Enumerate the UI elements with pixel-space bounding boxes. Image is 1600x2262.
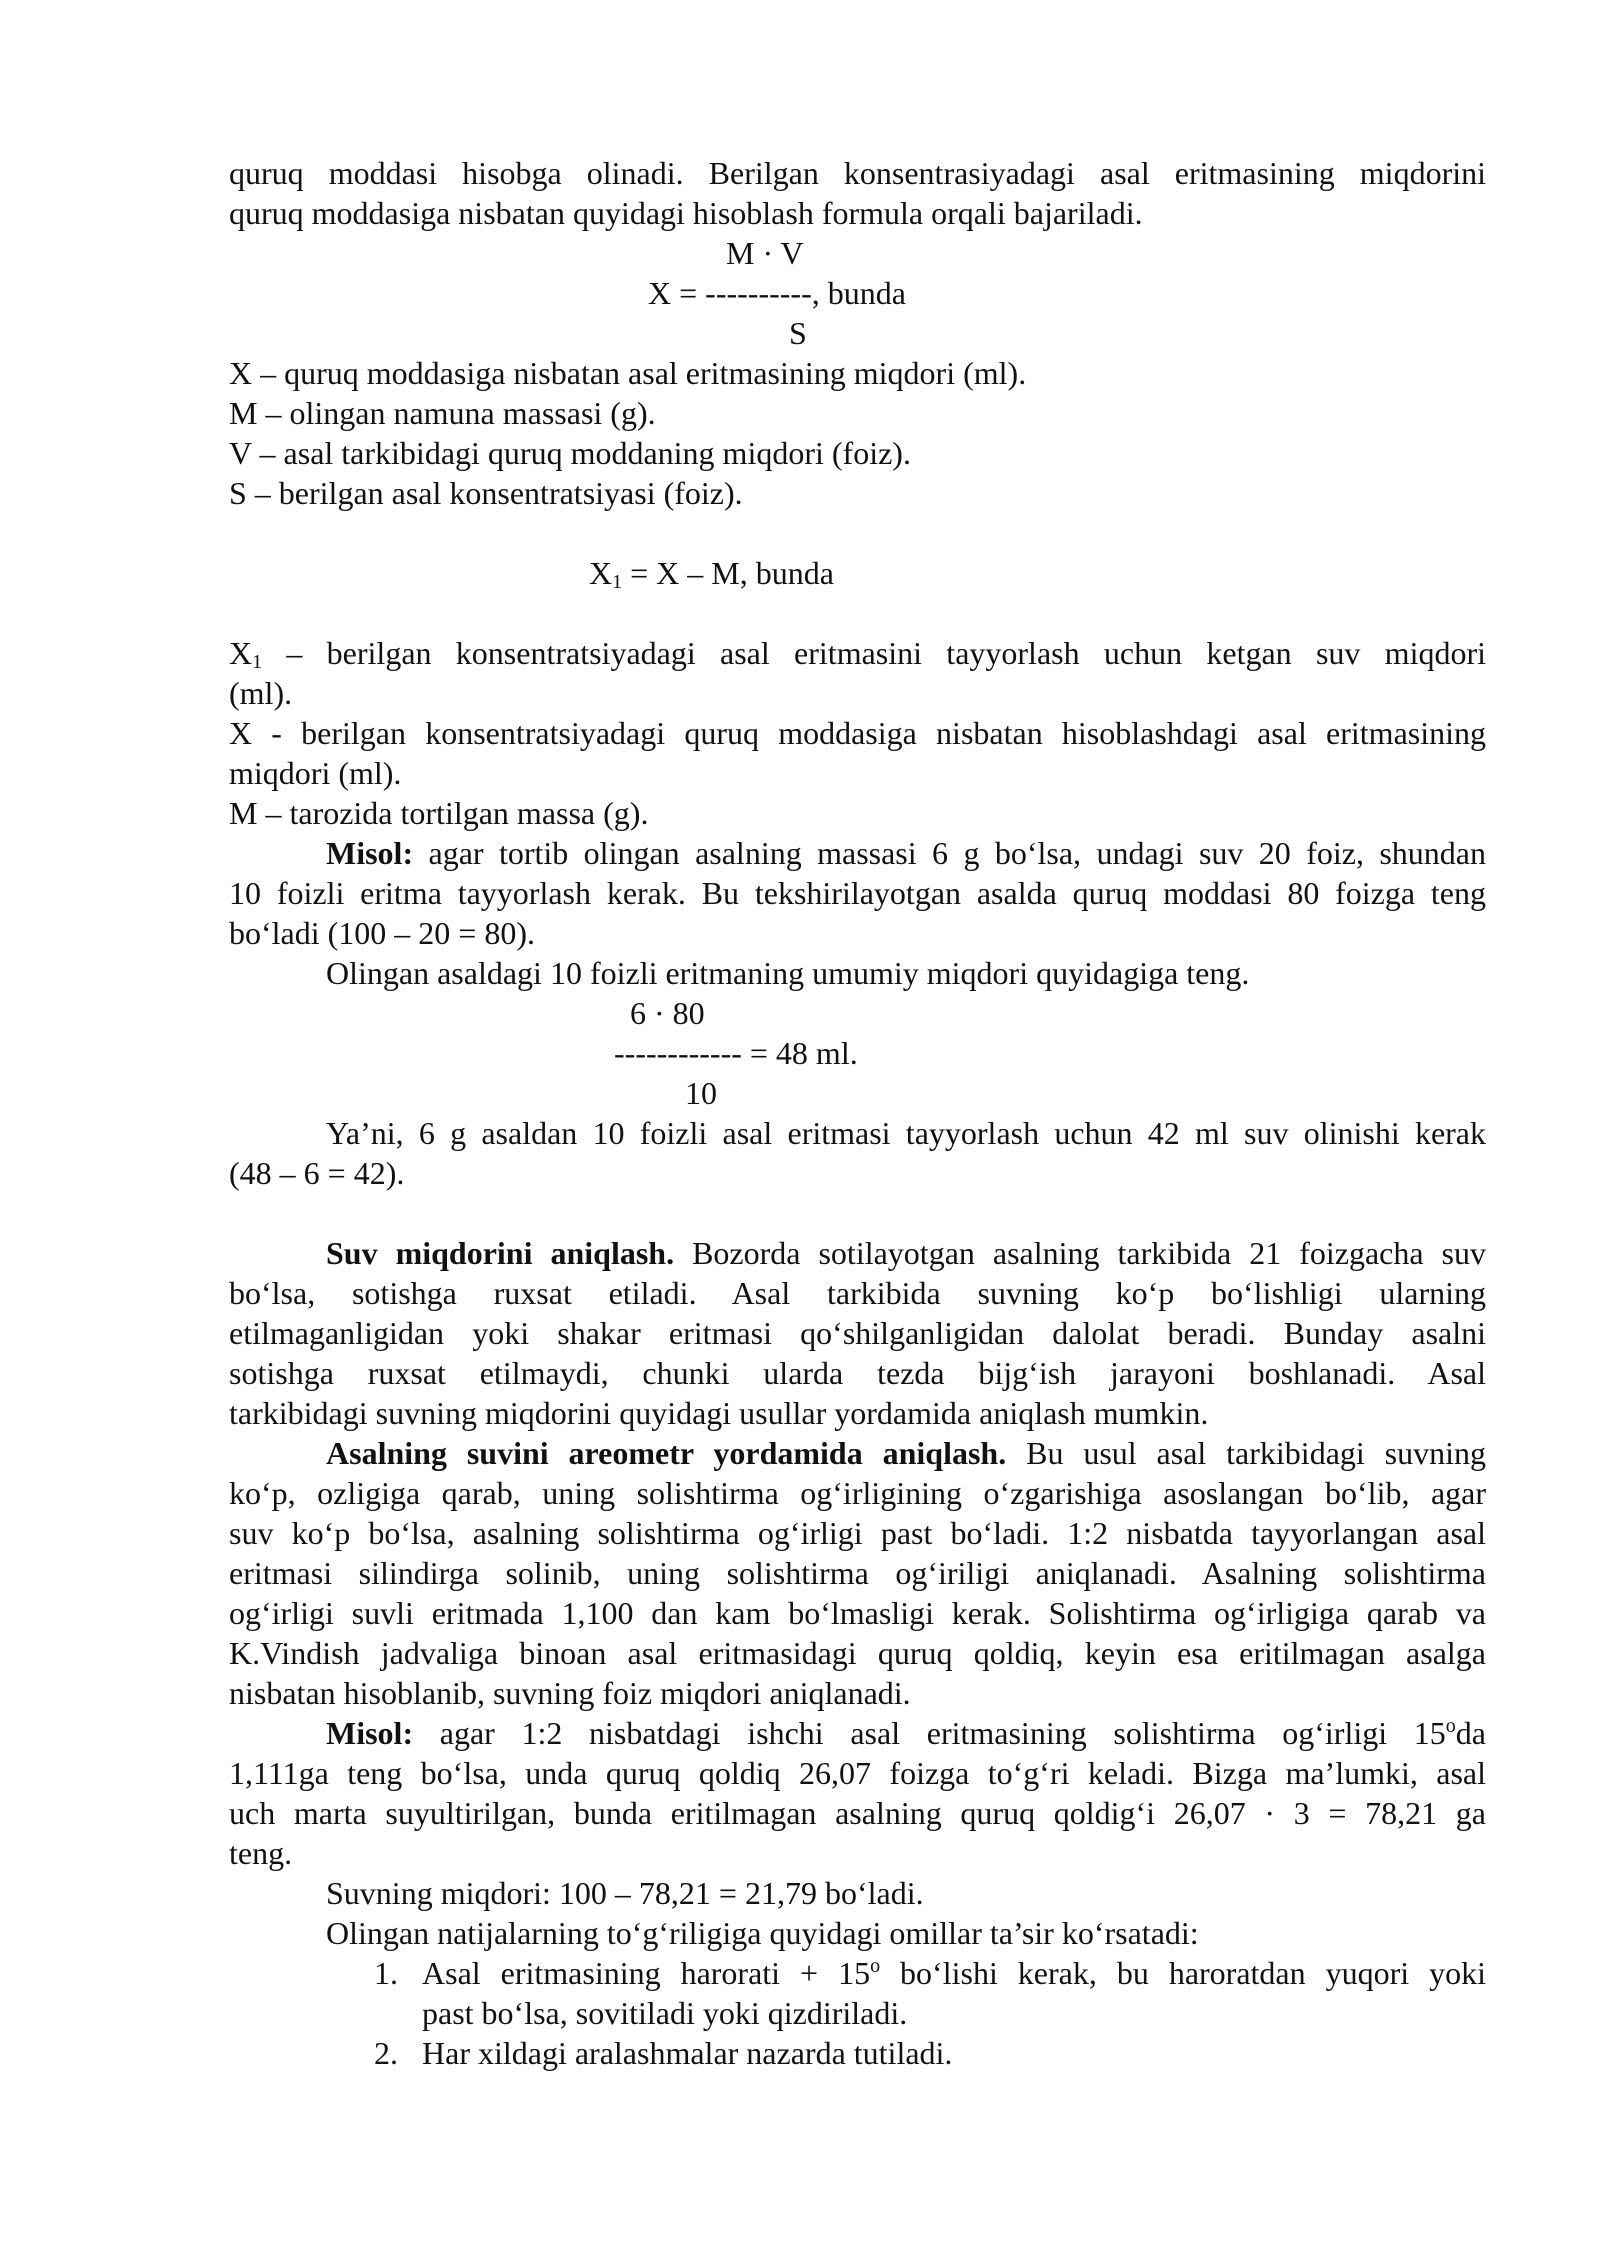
paragraph-line: quruq moddasi hisobga olinadi. Berilgan konsentrasiyadagi asal eritmasining miqdorini: [229, 155, 1486, 191]
definition-m2: M – tarozida tortilgan massa (g).: [229, 795, 649, 831]
paragraph-line: teng.: [229, 1835, 293, 1871]
paragraph-line: (48 – 6 = 42).: [229, 1155, 405, 1191]
paragraph-line: tarkibidagi suvning miqdorini quyidagi usullar yordamida aniqlash mumkin.: [229, 1395, 1209, 1431]
definition-x: X – quruq moddasiga nisbatan asal eritmasining miqdori (ml).: [229, 355, 1027, 391]
paragraph-line: uch marta suyultirilgan, bunda eritilmagan asalning quruq qoldig‘i 26,07 · 3 = 78,21 ga: [229, 1795, 1486, 1831]
formula-x1-text: $X_1 = X - M$, bunda: [589, 555, 834, 593]
paragraph-line: Olingan natijalarning to‘g‘riligiga quyidagi omillar ta’sir ko‘rsatadi:: [326, 1915, 1199, 1951]
formula-x: [229, 233, 1486, 353]
formula-x1: [229, 513, 1486, 633]
paragraph-line: 10 foizli eritma tayyorlash kerak. Bu tekshirilayotgan asalda quruq moddasi 80 foizga teng: [229, 875, 1486, 911]
paragraph-line: Ya’ni, 6 g asaldan 10 foizli asal eritmasi tayyorlash uchun 42 ml suv olinishi kerak: [326, 1115, 1486, 1151]
paragraph-line: sotishga ruxsat etilmaydi, chunki ularda tezda bijg‘ish jarayoni boshlanadi. Asal: [229, 1355, 1486, 1391]
paragraph-line: Suvning miqdori: 100 – 78,21 = 21,79 bo‘ladi.: [326, 1875, 924, 1911]
definition-x2: X - berilgan konsentratsiyadagi quruq moddasiga nisbatan hisoblashdagi asal eritmasining: [229, 715, 1486, 751]
section-water-heading-line: Suv miqdorini aniqlash. Bozorda sotilayotgan asalning tarkibida 21 foizgacha suv: [326, 1235, 1487, 1271]
list-item: 1. Asal eritmasining harorati + $15^o$ bo‘lishi kerak, bu haroratdan yuqori yoki: [374, 1955, 1487, 1991]
example-paragraph: Misol: agar 1:2 nisbatdagi ishchi asal eritmasining solishtirma og‘irligi 15$^o$da: [326, 1715, 1486, 1751]
section-heading: Asalning suvini areometr yordamida aniqlash.: [326, 1435, 1007, 1471]
formula-numerator: M · V: [726, 235, 804, 271]
definition-v: V – asal tarkibidagi quruq moddaning miqdori (foiz).: [229, 435, 911, 471]
definition-x1: $X_1$ – berilgan konsentratsiyadagi asal eritmasini tayyorlash uchun ketgan suv miqdori: [229, 635, 1486, 673]
paragraph-line: suv ko‘p bo‘lsa, asalning solishtirma og‘irligi past bo‘ladi. 1:2 nisbatda tayyorlangan asal: [229, 1515, 1486, 1551]
list-item: 2. Har xildagi aralashmalar nazarda tutiladi.: [374, 2035, 953, 2071]
formula-main: ------------ = 48 ml.: [614, 1035, 858, 1071]
example-label: Misol:: [326, 1715, 414, 1751]
section-areometer-heading-line: Asalning suvini areometr yordamida aniqlash. Bu usul asal tarkibidagi suvning: [326, 1435, 1487, 1471]
paragraph-line: bo‘lsa, sotishga ruxsat etiladi. Asal tarkibida suvning ko‘p bo‘lishligi ularning: [229, 1275, 1486, 1311]
formula-calculation: [229, 993, 1486, 1113]
list-item-continuation: past bo‘lsa, sovitiladi yoki qizdiriladi.: [422, 1995, 908, 2031]
formula-main: X = ----------, bunda: [648, 275, 906, 311]
list-number: 1.: [374, 1955, 398, 1991]
formula-denominator: 10: [685, 1075, 717, 1111]
paragraph-line: og‘irligi suvli eritmada 1,100 dan kam bo‘lmasligi kerak. Solishtirma og‘irligiga qarab va: [229, 1595, 1486, 1631]
paragraph-line: etilmaganligidan yoki shakar eritmasi qo‘shilganligidan dalolat beradi. Bunday asalni: [229, 1315, 1486, 1351]
formula-numerator: 6 · 80: [630, 995, 705, 1031]
paragraph-line: quruq moddasiga nisbatan quyidagi hisoblash formula orqali bajariladi.: [229, 195, 1143, 231]
list-number: 2.: [374, 2035, 398, 2071]
definition-m: M – olingan namuna massasi (g).: [229, 395, 656, 431]
paragraph-line: Olingan asaldagi 10 foizli eritmaning umumiy miqdori quyidagiga teng.: [326, 955, 1250, 991]
paragraph-line: eritmasi silindirga solinib, uning solishtirma og‘iriligi aniqlanadi. Asalning solishtirma: [229, 1555, 1486, 1591]
paragraph-line: ko‘p, ozligiga qarab, uning solishtirma og‘irligining o‘zgarishiga asoslangan bo‘lib, agar: [229, 1475, 1486, 1511]
paragraph-line: nisbatan hisoblanib, suvning foiz miqdori aniqlanadi.: [229, 1675, 911, 1711]
paragraph-line: miqdori (ml).: [229, 755, 402, 791]
paragraph-line: 1,111ga teng bo‘lsa, unda quruq qoldiq 26,07 foizga to‘g‘ri keladi. Bizga ma’lumki, asal: [229, 1755, 1486, 1791]
definition-s: S – berilgan asal konsentratsiyasi (foiz).: [229, 475, 743, 511]
document-page: [229, 153, 1486, 2073]
section-heading: Suv miqdorini aniqlash.: [326, 1235, 675, 1271]
example-paragraph: Misol: agar tortib olingan asalning massasi 6 g bo‘lsa, undagi suv 20 foiz, shundan: [326, 835, 1486, 871]
paragraph-line: (ml).: [229, 675, 293, 711]
example-label: Misol:: [326, 835, 414, 871]
paragraph-line: bo‘ladi (100 – 20 = 80).: [229, 915, 535, 951]
paragraph-line: K.Vindish jadvaliga binoan asal eritmasidagi quruq qoldiq, keyin esa eritilmagan asalga: [229, 1635, 1486, 1671]
formula-denominator: S: [789, 315, 807, 351]
